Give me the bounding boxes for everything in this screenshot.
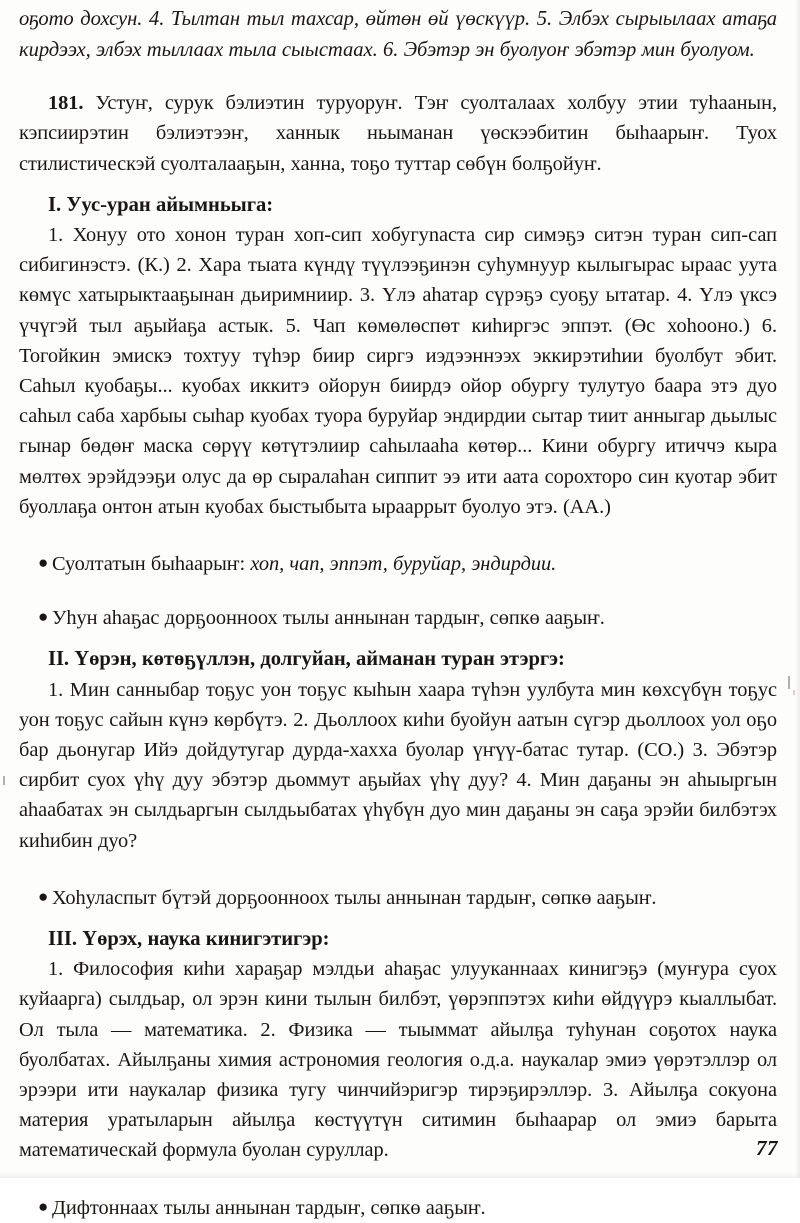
- section-heading-3: III. Үөрэх, наука кинигэтигэр:: [48, 928, 330, 951]
- bullet-lead-text: Дифтоннаах тылы аннынан тардыҥ, сөпкө ааҕыҥ.: [52, 1196, 486, 1219]
- page-number: 77: [756, 1136, 778, 1160]
- bullet-dot-icon: ●: [38, 553, 49, 573]
- section-body-2: 1. Мин санныбар тоҕус уон тоҕус кыһын хаара түһэн уулбута мин көхсүбүн тоҕус уон тоҕус сайын күнэ көрбүтэ. 2. Дьоллоох киһи буойун аатын сүгэр дьоллоох уол оҕо бар дьонугар Ийэ дойдутугар дурда-хахха буолар үҥүү-батас тутар. (СО.) 3. Эбэтэр сирбит суох үһү дуу эбэтэр дьоммут аҕыйах үһү дуу? 4. Мин даҕаны эн аһыыргын аһаабатах эн сылдьаргын сылдьыбатах үһүбүн дуо мин даҕаны эн саҕа эрэйи билбэтэх киһибин дуо?: [19, 678, 777, 852]
- exercise-paragraph: [19, 88, 777, 179]
- scan-artifact-mark: [788, 676, 790, 689]
- bullet-lead-text: Суолтатын быһаарыҥ:: [52, 553, 251, 576]
- scan-artifact-mark: [3, 776, 5, 785]
- bullet-dot-icon: ●: [38, 1196, 49, 1216]
- section-body-1: 1. Хонуу ото хонон туран хоп-сип хобугуnаста сир симэҕэ ситэн туран сип-сап сибигинэстэ. (К.) 2. Хара тыата күндү түүлээҕинэн суһумнуур кылыгырас ыраас уута көмүс хатырыктааҕынан дьиримниир. 3. Үлэ аһатар сүрэҕэ суоҕу ытатар. 4. Үлэ үксэ үчүгэй тыл аҕыйаҕа астык. 5. Чап көмөлөспөт киһиргэс эппэт. (Өс хоһооно.) 6. Тогойкин эмискэ тохтуу түһэр биир сиргэ иэдээннээх эккирэтиһии буолбут эбит. Саһыл куобаҕы... куобах иккитэ ойорун биирдэ ойор обургу тулутуо баара этэ дуо саһыл саба харбыы сыһар куобах туора буруйар эндирдии сытар тиит анныгар дьылыс гынар бөдөҥ маска сөрүү көтүтэлиир саһылааһа көтөр... Кини обургу итиччэ кыра мөлтөх эрэйдээҕи олус да өр сыралаһан сиппит ээ ити аата сорохторо син куотар эбит буоллаҕа онтон атын куобах быстыбыта ыраappыт буолуо этэ. (АА.): [19, 224, 777, 518]
- top-continuation-paragraph: оҕото дохсун. 4. Тылтан тыл тахсар, өйтөн өй үөскүүр. 5. Элбэх сырыылаах атаҕа кирдээх, элбэх тыллаах тыла сыыстаах. 6. Эбэтэр эн буолуоҥ эбэтэр мин буолуом.: [19, 8, 777, 61]
- bullet-dot-icon: ●: [38, 886, 49, 906]
- bullet-lead-text: Уһун аһаҕас дорҕоонноох тылы аннынан тардыҥ, сөпкө ааҕыҥ.: [52, 607, 605, 630]
- bullet-dot-icon: ●: [38, 607, 49, 627]
- bullet-italic-text: хоп, чап, эппэт, буруйар, эндирдии.: [250, 553, 557, 576]
- scan-edge-shading: [0, 1172, 800, 1178]
- exercise-number: 181.: [48, 92, 84, 115]
- bullet-item: [19, 602, 777, 633]
- bullet-item: [19, 882, 777, 913]
- scan-edge-shading: [795, 0, 800, 1178]
- section-heading-1: I. Уус-уран айымньыга:: [48, 193, 274, 216]
- section-body-3: 1. Философия киһи хараҕар мэлдьи аһаҕас улууканнаах кинигэҕэ (муҥура суох куйаарга) сылдьар, ол эрэн кини тылын билбэт, үөрэппэтэх киһи өйдүүрэ кыаллыбат. Ол тыла — математика. 2. Физика — тыыммат айылҕа туһунан соҕотох наука буолбатах. Айылҕаны химия астрономия геология о.д.а. наукалар эмиэ үөрэтэллэр ол эрээри ити наукалар физика тугу чинчийэригэр тирэҕирэллэр. 3. Айылҕа сокуона материя уратыларын айылҕа көстүүтүн ситимин быһаарар ол эмиэ барыта математическай формула буолан суруллар.: [19, 958, 777, 1162]
- bullet-item: [19, 1192, 777, 1223]
- exercise-instruction: Устуҥ, сурук бэлиэтин туруоруҥ. Тэҥ суолталаах холбуу этии туһаанын, кэпсиирэтин бэлиэтээҥ, ханнык ньыманан үөскээбитин быһаарыҥ. Туох стилистическэй суолталааҕын, ханна, тоҕо туттар сөбүн болҕойуҥ.: [19, 92, 777, 175]
- bullet-item: [19, 548, 777, 579]
- page-content: [19, 4, 777, 1223]
- section-heading-2: II. Үөрэн, көтөҕүллэн, долгуйан, айманан туран этэргэ:: [48, 648, 565, 671]
- bullet-lead-text: Хоһуласпыт бүтэй дорҕоонноох тылы аннынан тардыҥ, сөпкө ааҕыҥ.: [52, 886, 657, 909]
